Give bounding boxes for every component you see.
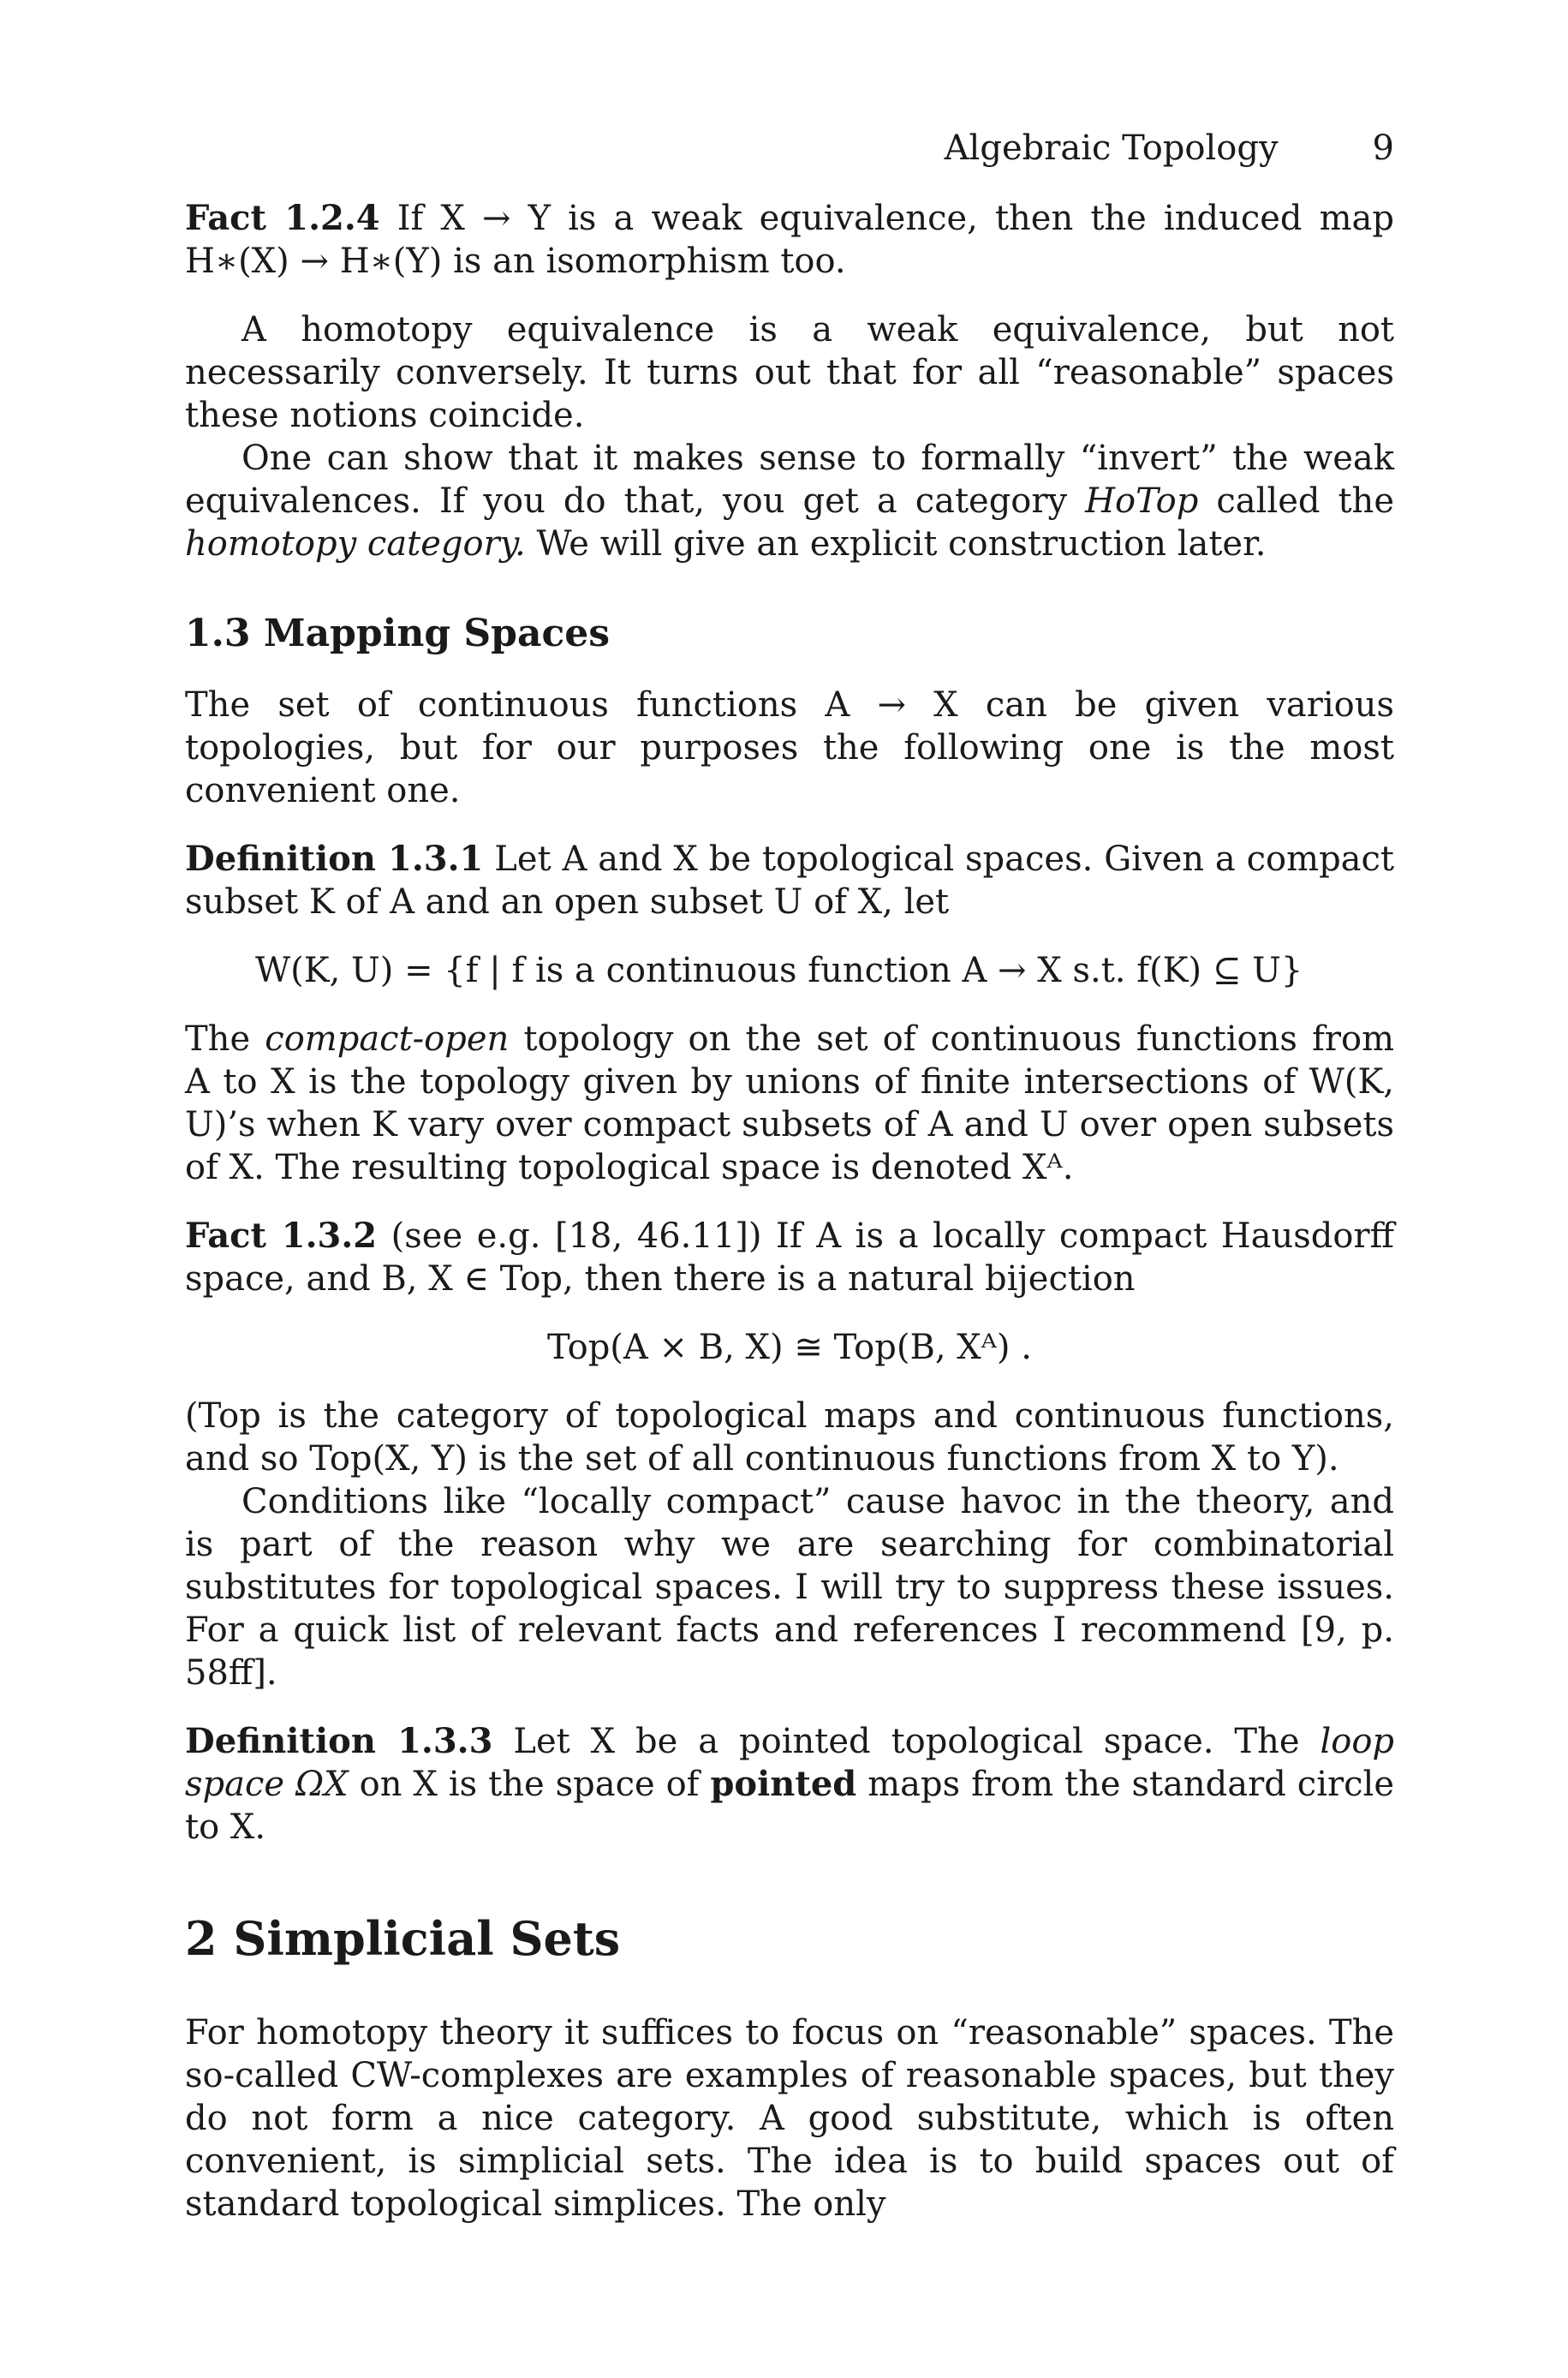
definition-label: Definition 1.3.3 xyxy=(185,1721,493,1761)
running-head xyxy=(185,127,1394,170)
defined-term: loop space ΩX xyxy=(185,1722,1395,1804)
definition-1-3-1 xyxy=(185,838,1394,923)
paragraph-invert: One can show that it makes sense to formally “invert” the weak equivalences. If you do that, you get a category HoTop called the homotopy category. We will give an explicit construction later. xyxy=(185,439,1394,564)
page-number: 9 xyxy=(1372,128,1394,168)
defined-term: compact-open xyxy=(265,1019,510,1059)
running-head-title: Algebraic Topology xyxy=(944,128,1279,168)
fact-text: If X → Y is a weak equivalence, then the induced map H∗(X) → H∗(Y) is an isomorphism too. xyxy=(185,199,1395,281)
fact-1-2-4 xyxy=(185,197,1394,283)
display-formula: Top(A × B, X) ≅ Top(B, Xᴬ) . xyxy=(547,1328,1032,1367)
defined-term: homotopy category. xyxy=(185,524,526,564)
fact-label: Fact 1.2.4 xyxy=(185,198,380,238)
category-name: HoTop xyxy=(1085,481,1199,521)
fact-1-3-2 xyxy=(185,1215,1394,1300)
paragraph-top: (Top is the category of topological maps and continuous functions, and so Top(X, Y) is the set of all continuous functions from X to Y). xyxy=(185,1396,1394,1479)
section-heading: 1.3 Mapping Spaces xyxy=(185,612,611,655)
definition-1-3-3: Definition 1.3.3 Let X be a pointed topological space. The loop space ΩX on X is the space of pointed maps from the standard circle to X. xyxy=(185,1721,1395,1847)
paragraph-simplicial: For homotopy theory it suffices to focus on “reasonable” spaces. The so-called CW-complexes are examples of reasonable spaces, but they do not form a nice category. A good substitute, which is often convenient, is simplicial sets. The idea is to build spaces out of standard topological simplices. The only xyxy=(185,2013,1394,2224)
chapter-heading: 2 Simplicial Sets xyxy=(185,1911,621,1966)
paragraph-compact-open: The compact-open topology on the set of continuous functions from A to X is the topology given by unions of finite intersections of W(K, U)’s when K vary over compact subsets of A and U over open subsets of X. The resulting topological space is denoted Xᴬ. xyxy=(185,1019,1395,1187)
fact-text: (see e.g. [18, 46.11]) If A is a locally compact Hausdorff space, and B, X ∈ Top, then there is a natural bijection xyxy=(185,1216,1395,1299)
definition-label: Definition 1.3.1 xyxy=(185,839,484,879)
page-body xyxy=(185,197,1394,2226)
paragraph-homotopy: A homotopy equivalence is a weak equivalence, but not necessarily conversely. It turns out that for all “reasonable” spaces these notions coincide. xyxy=(185,310,1394,435)
display-formula: W(K, U) = {f | f is a continuous function A → X s.t. f(K) ⊆ U} xyxy=(255,951,1303,990)
bold-term: pointed xyxy=(710,1764,857,1804)
paragraph-conditions: Conditions like “locally compact” cause havoc in the theory, and is part of the reason why we are searching for combinatorial substitutes for topological spaces. I will try to suppress these issues. For a quick list of relevant facts and references I recommend [9, p. 58ff]. xyxy=(185,1482,1394,1693)
definition-text: Let A and X be topological spaces. Given a compact subset K of A and an open subset U of X, let xyxy=(185,839,1394,922)
fact-label: Fact 1.3.2 xyxy=(185,1216,378,1256)
paragraph-mapping: The set of continuous functions A → X can be given various topologies, but for our purposes the following one is the most convenient one. xyxy=(185,685,1394,810)
